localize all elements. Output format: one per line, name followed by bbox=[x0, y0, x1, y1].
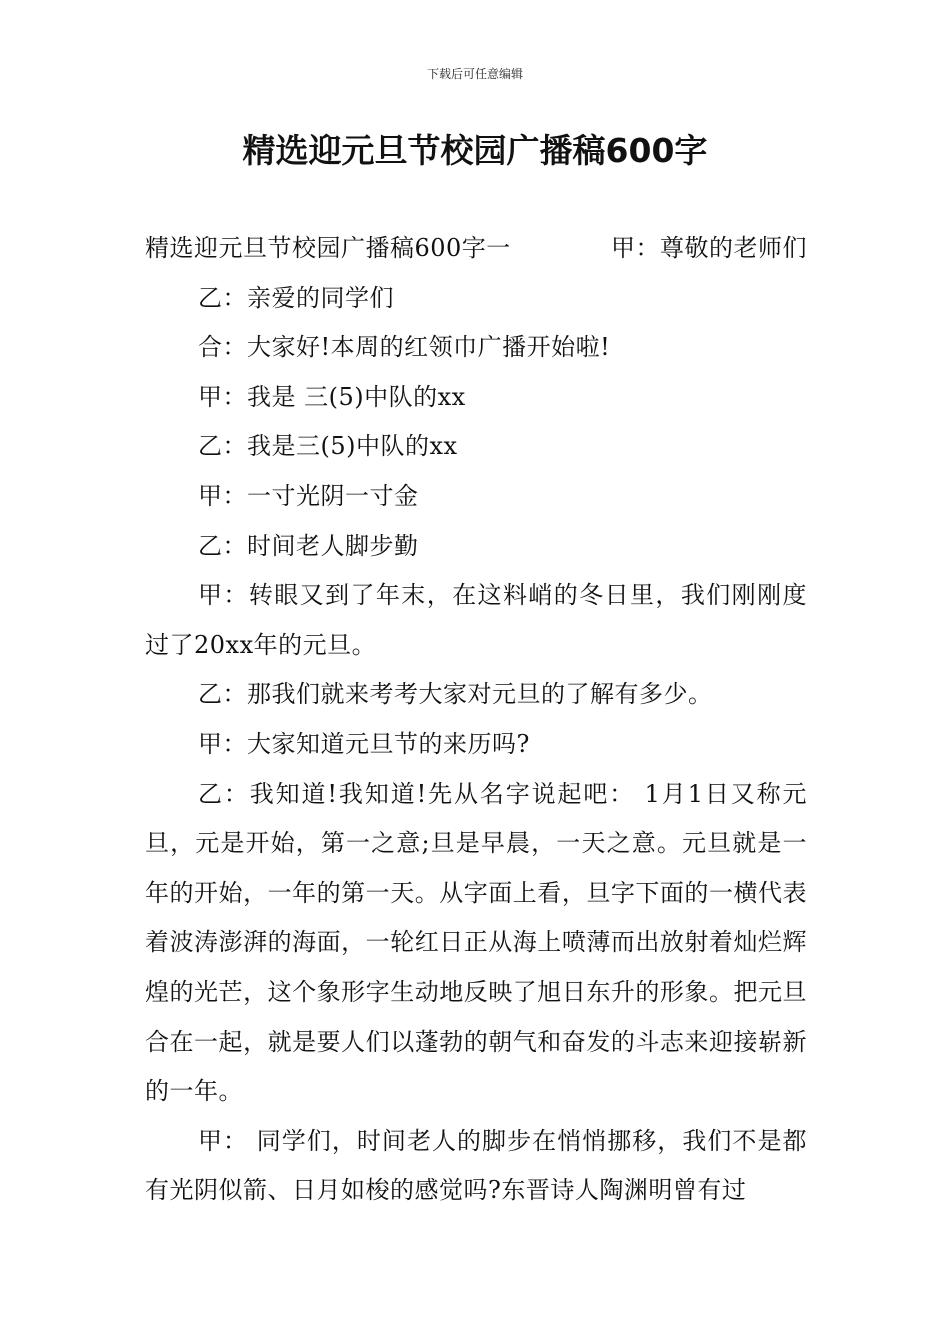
paragraph: 甲：一寸光阴一寸金 bbox=[198, 481, 419, 510]
paragraph: 乙：我知道!我知道!先从名字说起吧： 1月1日又称元旦，元是开始，第一之意;旦是早晨，一天之意。元旦就是一年的开始，一年的第一天。从字面上看，旦字下面的一横代表着波涛澎湃的海面，一轮红日正从海上喷薄而出放射着灿烂辉煌的光芒，这个象形字生动地反映了旭日东升的形象。把元旦合在一起，就是要人们以蓬勃的朝气和奋发的斗志来迎接崭新的一年。 bbox=[145, 779, 807, 1106]
document-title: 精选迎元旦节校园广播稿600字 bbox=[242, 131, 708, 170]
paragraph: 乙：我是三(5)中队的xx bbox=[198, 432, 458, 461]
paragraph: 乙：那我们就来考考大家对元旦的了解有多少。 bbox=[198, 680, 713, 709]
paragraph: 乙：亲爱的同学们 bbox=[198, 283, 394, 312]
intro-line-greeting: 甲：尊敬的老师们 bbox=[611, 234, 807, 262]
intro-line-heading: 精选迎元旦节校园广播稿600字一 bbox=[145, 234, 511, 262]
paragraph: 乙：时间老人脚步勤 bbox=[198, 531, 419, 560]
paragraph: 甲：大家知道元旦节的来历吗? bbox=[198, 729, 530, 758]
download-note: 下载后可任意编辑 bbox=[426, 67, 523, 81]
document-body bbox=[145, 224, 807, 1216]
paragraph: 甲：我是 三(5)中队的xx bbox=[198, 382, 466, 411]
intro-line bbox=[145, 224, 807, 274]
paragraph: 甲：转眼又到了年末，在这料峭的冬日里，我们刚刚度过了20xx年的元旦。 bbox=[145, 581, 807, 659]
paragraph: 甲： 同学们，时间老人的脚步在悄悄挪移，我们不是都有光阴似箭、日月如梭的感觉吗?东晋诗人陶渊明曾有过 bbox=[145, 1126, 807, 1205]
paragraph: 合：大家好!本周的红领巾广播开始啦! bbox=[198, 333, 611, 362]
